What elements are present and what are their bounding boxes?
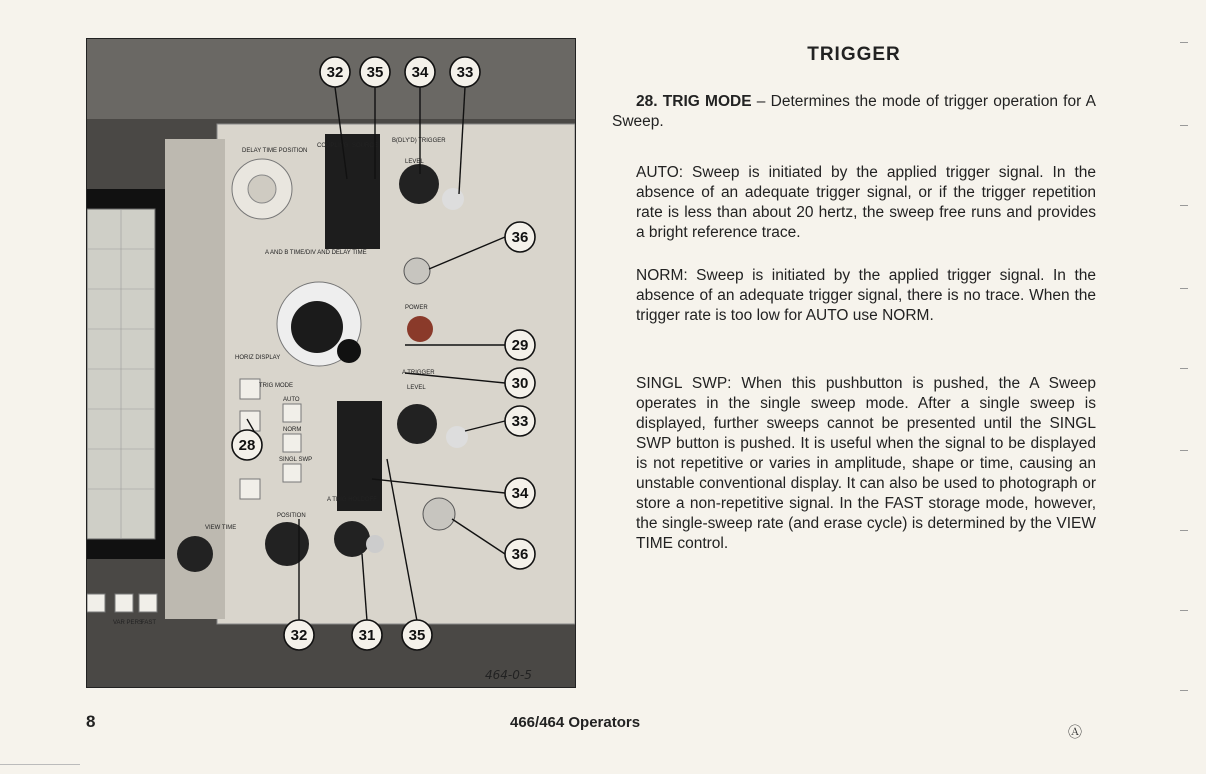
edge-tick <box>1180 690 1188 691</box>
label-singl-swp: SINGL SWP <box>279 457 313 463</box>
holdoff-knob <box>334 521 370 557</box>
callout-top-1: 32 <box>326 64 344 81</box>
label-power: POWER <box>405 305 428 311</box>
paragraph-trig-mode <box>612 92 1096 132</box>
callout-top-3: 34 <box>411 64 429 81</box>
coupling-source-switch-b <box>325 134 380 249</box>
section-heading: TRIGGER <box>807 44 901 65</box>
page-number: 8 <box>86 712 96 731</box>
label-trig-mode: TRIG MODE <box>259 383 293 389</box>
paragraph-auto: AUTO: Sweep is initiated by the applied trigger signal. In the absence of an adequate trigger signal, or if the trigger repetition rate is less than about 20 hertz, the sweep free runs and provides a bright reference trace. <box>636 164 1096 241</box>
label-fast: FAST <box>141 620 157 626</box>
footer-title: 466/464 Operators <box>510 714 641 731</box>
callout-right-2: 29 <box>511 337 529 354</box>
callout-left: 28 <box>238 437 256 454</box>
callout-right-3: 30 <box>511 375 529 392</box>
callout-right-4: 33 <box>511 413 529 430</box>
callout-bottom-1: 32 <box>290 627 308 644</box>
edge-tick <box>1180 530 1188 531</box>
edge-tick <box>1180 205 1188 206</box>
edge-tick <box>1180 610 1188 611</box>
label-auto: AUTO <box>283 397 300 403</box>
trig-mode-text: – Determines the mode of trigger operation for A Sweep. <box>612 93 1096 130</box>
label-delay-time-position: DELAY TIME POSITION <box>242 148 308 154</box>
figure-id: 464-0-5 <box>485 668 532 682</box>
edge-tick <box>1180 42 1188 43</box>
bnc-connector-bottom <box>423 498 455 530</box>
power-button <box>407 316 433 342</box>
label-view-time: VIEW TIME <box>205 525 237 531</box>
a-trigger-level-knob <box>397 404 437 444</box>
position-knob <box>265 522 309 566</box>
coupling-source-switch-a <box>337 401 382 511</box>
view-time-knob <box>177 536 213 572</box>
bnc-connector-top <box>404 258 430 284</box>
oscilloscope-photo <box>86 38 576 688</box>
callout-right-6: 36 <box>511 546 529 563</box>
callout-right-1: 36 <box>511 229 529 246</box>
edge-tick <box>1180 288 1188 289</box>
paragraph-norm: NORM: Sweep is initiated by the applied trigger signal. In the absence of an adequate trigger signal, there is no trace. When the trigger rate is too low for AUTO use NORM. <box>636 267 1096 324</box>
edge-tick <box>1180 368 1188 369</box>
callout-bottom-2: 31 <box>358 627 376 644</box>
label-source: SOURCE <box>352 143 378 149</box>
trig-mode-lead: 28. TRIG MODE <box>636 93 752 110</box>
dly-trigger-level-knob <box>399 164 439 204</box>
callout-top-4: 33 <box>456 64 474 81</box>
label-norm: NORM <box>283 427 302 433</box>
callout-right-5: 34 <box>511 485 529 502</box>
label-var-pers: VAR PERS <box>113 620 143 626</box>
callout-bottom-3: 35 <box>408 627 426 644</box>
footer-mark: Ⓐ <box>1068 724 1082 740</box>
label-level-a: LEVEL <box>407 385 426 391</box>
label-position: POSITION <box>277 513 306 519</box>
label-horiz-display: HORIZ DISPLAY <box>235 355 281 361</box>
edge-tick <box>1180 125 1188 126</box>
panel-illustration <box>87 39 575 687</box>
label-a-trig-holdoff: A TRIG HOLDOFF <box>327 497 377 503</box>
bottom-rule <box>0 764 80 765</box>
callout-top-2: 35 <box>366 64 384 81</box>
label-coupling: COUPLING <box>317 143 349 149</box>
paragraph-singl-swp: SINGL SWP: When this pushbutton is pushed, the A Sweep operates in the single sweep mode. After a single sweep is displayed, further sweeps cannot be presented until the SINGL SWP button is pushed. It is useful when the signal to be displayed is not repetitive or varies in amplitude, shape or time, causing an unstable conventional display. It can also be used to photograph or store a non-repetitive signal. In the FAST storage mode, however, the single-sweep rate (and erase cycle) is determined by the VIEW TIME control. <box>636 375 1096 552</box>
label-a-trigger: A TRIGGER <box>402 370 435 376</box>
edge-tick <box>1180 450 1188 451</box>
label-dly-trigger: B(DLY'D) TRIGGER <box>392 138 446 144</box>
label-level-b: LEVEL <box>405 159 424 165</box>
label-time-div: A AND B TIME/DIV AND DELAY TIME <box>265 250 367 256</box>
